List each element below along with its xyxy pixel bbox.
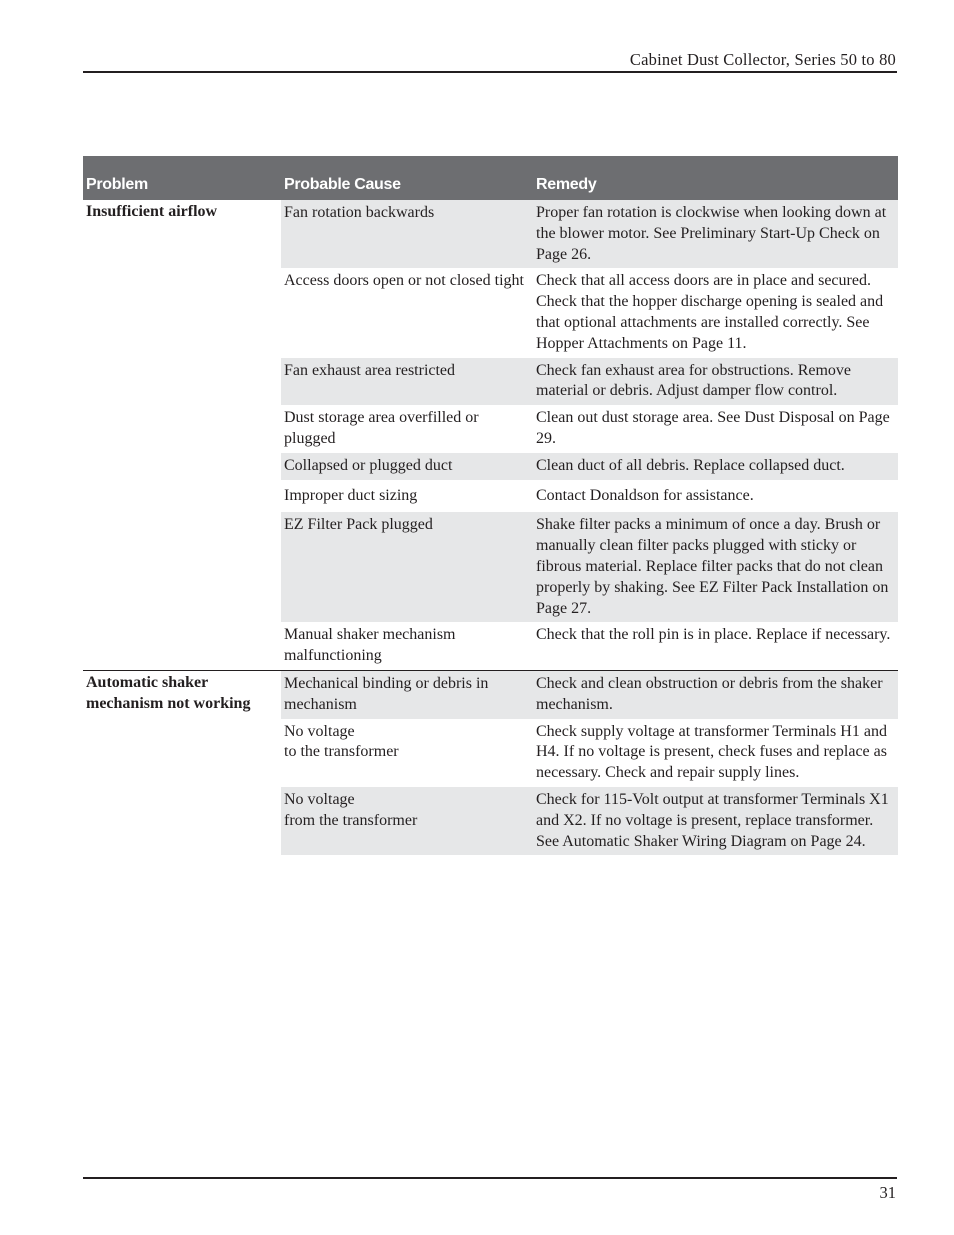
cause-cell: Manual shaker mechanism malfunctioning bbox=[284, 626, 456, 665]
remedy-cell: Contact Donaldson for assistance. bbox=[536, 486, 754, 504]
cause-cell: Dust storage area overfilled or plugged bbox=[284, 409, 479, 447]
header-rule bbox=[83, 71, 897, 73]
cause-cell: Fan rotation backwards bbox=[281, 200, 533, 268]
remedy-cell: Shake filter packs a minimum of once a day. Brush or manually clean filter packs plugged with sticky or fibrous material. Replace filter packs that do not clean properly by shaking. See EZ Filter Pack Installation on Page 27. bbox=[533, 512, 898, 622]
column-header-remedy: Remedy bbox=[533, 156, 898, 200]
running-header: Cabinet Dust Collector, Series 50 to 80 bbox=[629, 50, 896, 69]
remedy-cell: Clean duct of all debris. Replace collapsed duct. bbox=[533, 453, 898, 480]
remedy-cell: Check supply voltage at transformer Terminals H1 and H4. If no voltage is present, check fuses and replace as necessary. Check and repair supply lines. bbox=[536, 722, 887, 782]
remedy-cell: Proper fan rotation is clockwise when looking down at the blower motor. See Preliminary Start-Up Check on Page 26. bbox=[533, 200, 898, 268]
cause-cell: Fan exhaust area restricted bbox=[281, 358, 533, 406]
cause-cell: Collapsed or plugged duct bbox=[281, 453, 533, 480]
remedy-cell: Check that the roll pin is in place. Replace if necessary. bbox=[536, 626, 891, 644]
remedy-cell: Clean out dust storage area. See Dust Disposal on Page 29. bbox=[536, 409, 890, 447]
table-row bbox=[83, 670, 898, 718]
problem-cell: Automatic shaker mechanism not working bbox=[83, 670, 281, 855]
footer-rule bbox=[83, 1177, 897, 1179]
troubleshooting-table bbox=[83, 156, 898, 855]
cause-cell: Mechanical binding or debris in mechanism bbox=[281, 670, 533, 718]
table-header-row bbox=[83, 156, 898, 200]
cause-cell: Access doors open or not closed tight bbox=[284, 272, 524, 290]
table-row bbox=[83, 200, 898, 268]
cause-cell: No voltage to the transformer bbox=[284, 722, 399, 761]
problem-cell: Insufficient airflow bbox=[83, 200, 281, 670]
remedy-cell: Check fan exhaust area for obstructions. Remove material or debris. Adjust damper flow control. bbox=[533, 358, 898, 406]
column-header-cause: Probable Cause bbox=[281, 156, 533, 200]
remedy-cell: Check and clean obstruction or debris from the shaker mechanism. bbox=[533, 670, 898, 718]
cause-cell: No voltage from the transformer bbox=[281, 787, 533, 855]
cause-cell: EZ Filter Pack plugged bbox=[281, 512, 533, 622]
remedy-cell: Check that all access doors are in place and secured. Check that the hopper discharge opening is sealed and that optional attachments are installed correctly. See Hopper Attachments on Page 11. bbox=[536, 272, 884, 352]
page-number: 31 bbox=[879, 1183, 896, 1202]
remedy-cell: Check for 115-Volt output at transformer Terminals X1 and X2. If no voltage is present, replace transformer. See Automatic Shaker Wiring Diagram on Page 24. bbox=[533, 787, 898, 855]
cause-cell: Improper duct sizing bbox=[284, 486, 418, 504]
column-header-problem: Problem bbox=[83, 156, 281, 200]
